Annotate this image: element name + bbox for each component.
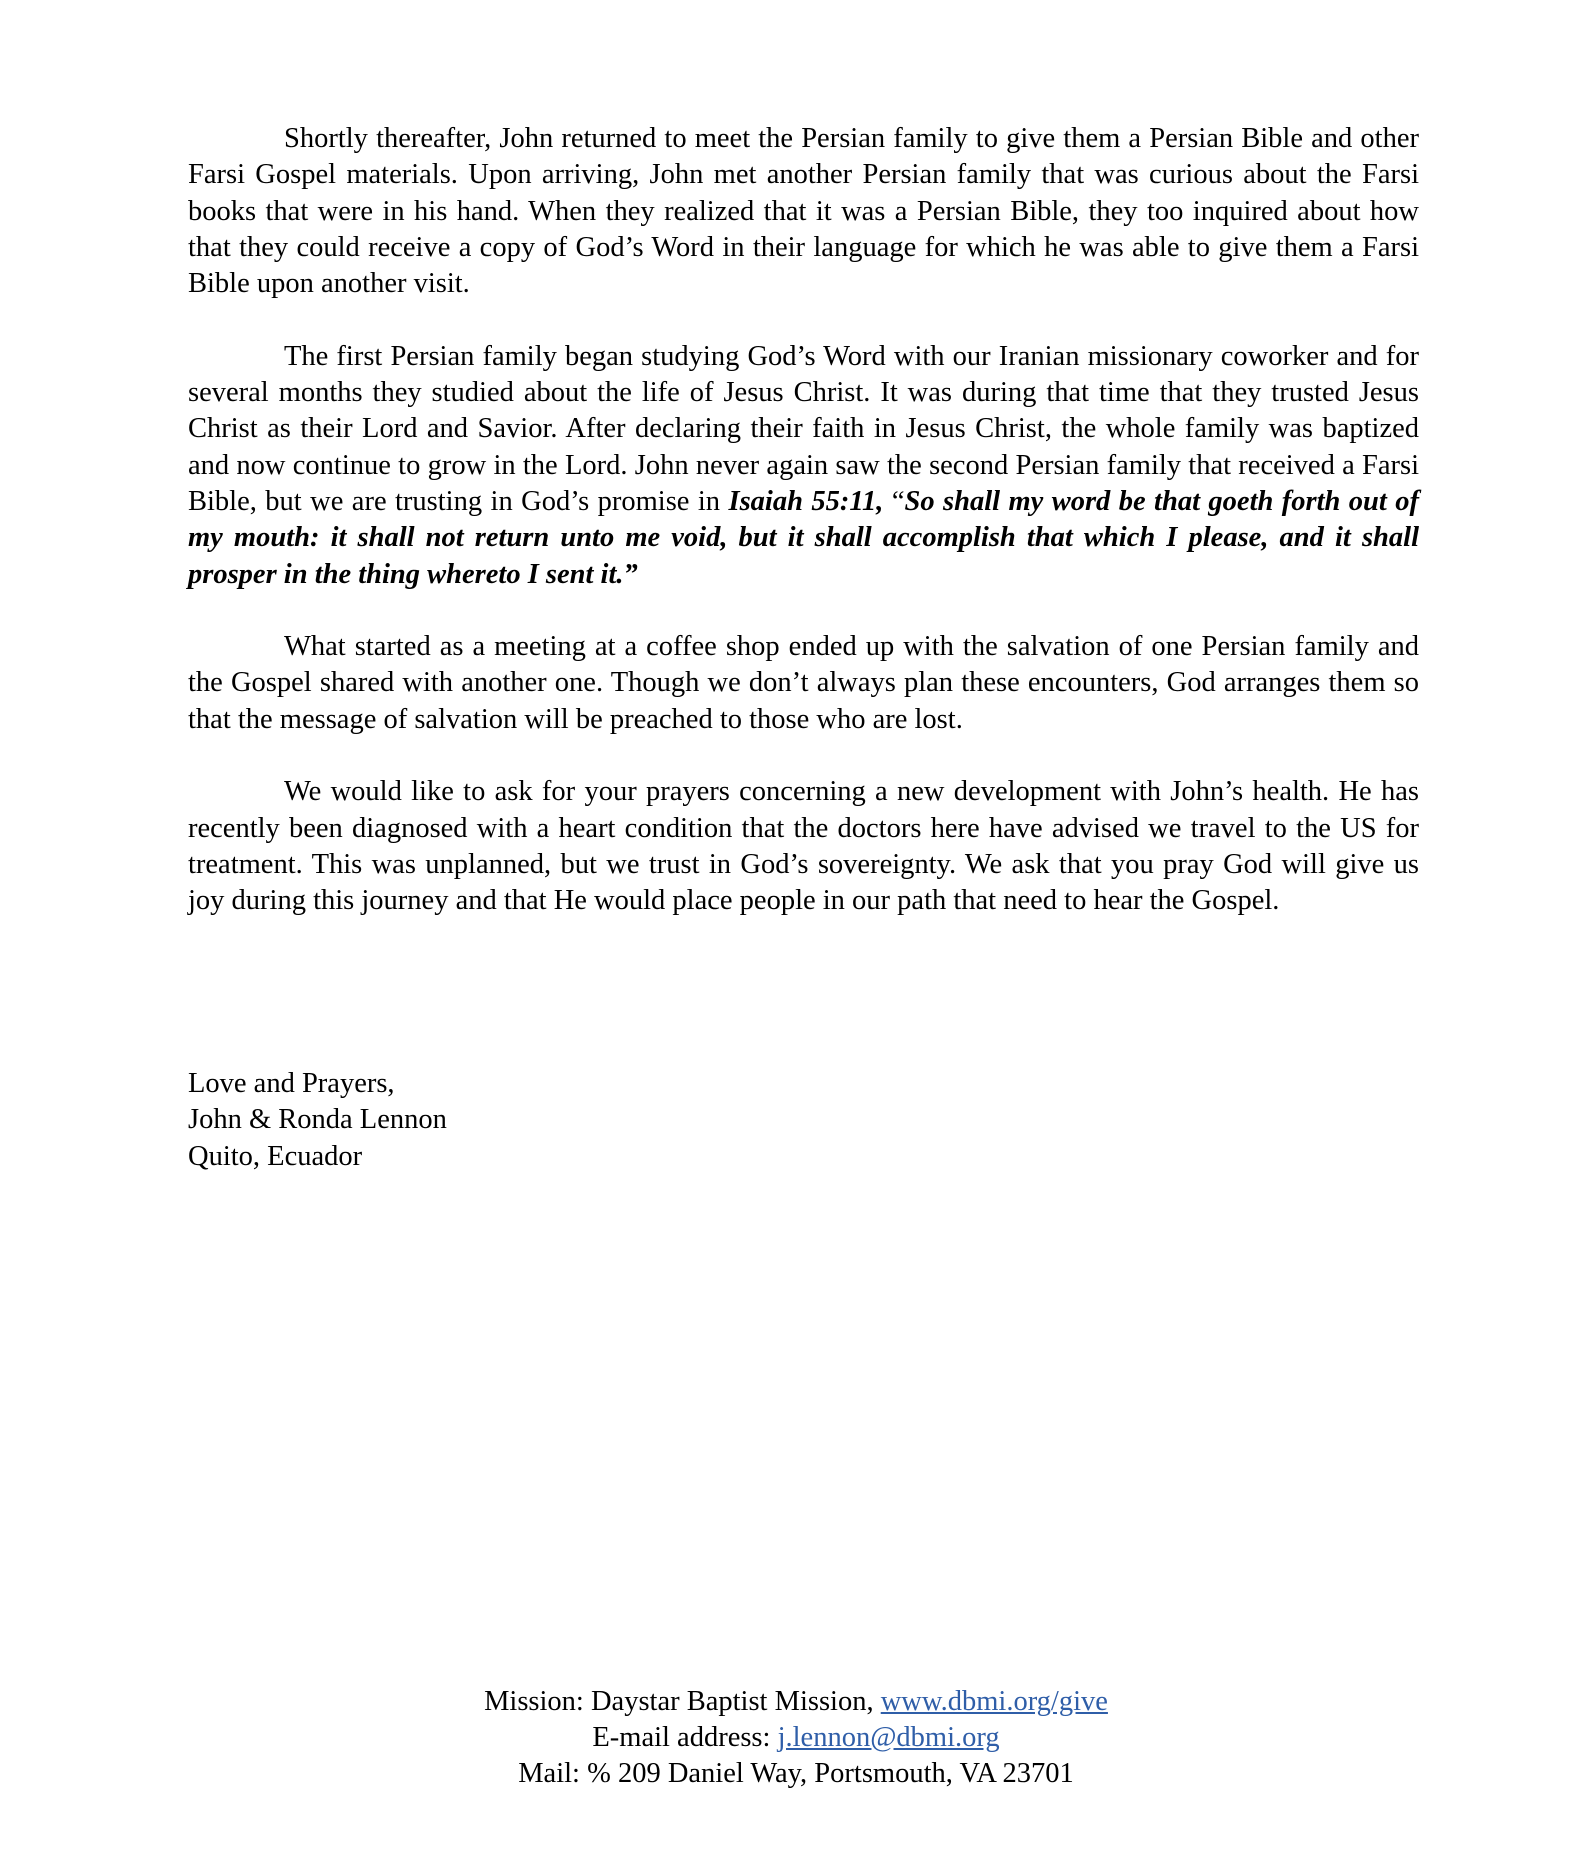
open-quote: “ [883, 485, 905, 517]
paragraph-coffee-shop: What started as a meeting at a coffee shop ended up with the salvation of one Persian family and the Gospel shared with another one. Though we don’t always plan these encounters, God arranges them so that the message of salvation will be preached to those who are lost. [188, 631, 1419, 735]
mission-line [0, 1684, 1592, 1720]
signature-location: Quito, Ecuador [188, 1140, 363, 1172]
scripture-reference: Isaiah 55:11, [728, 485, 884, 517]
email-label: E-mail address: [592, 1722, 778, 1753]
scripture-verse: So shall my word be that goeth forth out of my mouth: it shall not return unto me void, but it shall accomplish that which I please, and it shall prosper in the thing whereto I sent it.” [188, 485, 1419, 590]
email-line [0, 1720, 1592, 1756]
paragraph-text: The first Persian family began studying God’s Word with our Iranian missionary coworker and for several months they studied about the life of Jesus Christ. It was during that time that they trusted Jesus Christ as their Lord and Savior. After declaring their faith in Jesus Christ, the whole family was baptized and now continue to grow in the Lord. John never again saw the second Persian family that received a Farsi Bible, but we are trusting in God’s promise in [188, 340, 1419, 517]
mission-label: Mission: Daystar Baptist Mission, [484, 1686, 881, 1717]
signature-names: John & Ronda Lennon [188, 1104, 447, 1136]
contact-footer [0, 1684, 1592, 1792]
give-link[interactable]: www.dbmi.org/give [880, 1686, 1108, 1717]
letter-body [188, 121, 1419, 920]
letter-closing [188, 1066, 447, 1175]
email-link[interactable]: j.lennon@dbmi.org [777, 1722, 1000, 1753]
paragraph-farsi-bible: Shortly thereafter, John returned to meet the Persian family to give them a Persian Bible and other Farsi Gospel materials. Upon arriving, John met another Persian family that was curious about the Farsi books that were in his hand. When they realized that it was a Persian Bible, they too inquired about how that they could receive a copy of God’s Word in their language for which he was able to give them a Farsi Bible upon another visit. [188, 123, 1419, 300]
salutation: Love and Prayers, [188, 1068, 395, 1099]
mail-address: Mail: % 209 Daniel Way, Portsmouth, VA 23701 [518, 1758, 1074, 1789]
paragraph-prayer-request: We would like to ask for your prayers concerning a new development with John’s health. He has recently been diagnosed with a heart condition that the doctors here have advised we travel to the US for treatment. This was unplanned, but we trust in God’s sovereignty. We ask that you pray God will give us joy during this journey and that He would place people in our path that need to hear the Gospel. [188, 776, 1419, 917]
paragraph-first-family [188, 339, 1419, 593]
